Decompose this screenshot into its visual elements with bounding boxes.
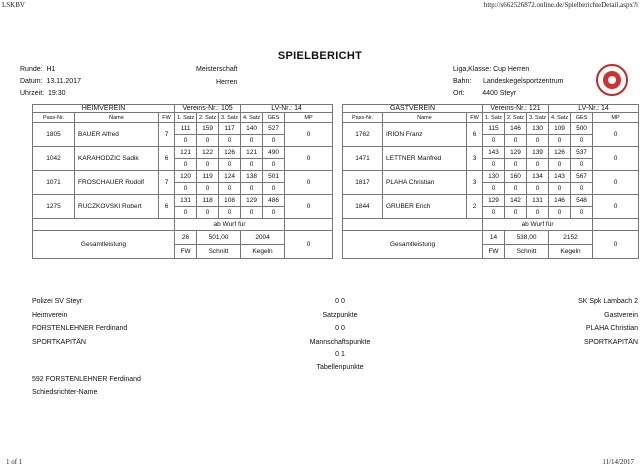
- player-satz-1-b: 0: [175, 183, 197, 195]
- player-satz-3: 117: [219, 123, 241, 135]
- player-satz-3: 126: [219, 147, 241, 159]
- player-name: RUCZKOVSKI Robert: [75, 195, 159, 219]
- player-satz-3-b: 0: [219, 159, 241, 171]
- home-total-mp: 0: [285, 231, 333, 259]
- player-satz-4-b: 0: [241, 159, 263, 171]
- player-satz-2-b: 0: [505, 183, 527, 195]
- guest-title: GASTVEREIN: [343, 105, 483, 113]
- player-row: [343, 171, 639, 183]
- player-satz-1-b: 0: [175, 135, 197, 147]
- col-ges: GES: [571, 113, 593, 123]
- player-satz-4: 146: [549, 195, 571, 207]
- player-ges: 527: [263, 123, 285, 135]
- home-title: HEIMVEREIN: [33, 105, 175, 113]
- player-row: [33, 123, 333, 135]
- player-fw: 3: [467, 171, 483, 195]
- player-name: FROSCHAUER Rudolf: [75, 171, 159, 195]
- col-s1: 1. Satz: [175, 113, 197, 123]
- player-fw: 7: [159, 171, 175, 195]
- player-satz-1: 131: [175, 195, 197, 207]
- player-satz-3-b: 0: [219, 207, 241, 219]
- player-satz-4: 138: [241, 171, 263, 183]
- player-satz-1-b: 0: [175, 207, 197, 219]
- player-satz-1-b: 0: [483, 135, 505, 147]
- col-s3: 3. Satz: [527, 113, 549, 123]
- player-pass-nr: 1042: [33, 147, 75, 171]
- home-gesamt-label: Gesamtleistung: [33, 231, 175, 259]
- player-satz-1: 111: [175, 123, 197, 135]
- guest-captain-role: SPORTKAPITÄN: [584, 339, 638, 346]
- home-lbl-kegeln: Kegeln: [241, 245, 285, 259]
- player-ges-b: 0: [571, 159, 593, 171]
- player-mp: 0: [593, 171, 639, 195]
- runde-field: Runde: H1: [20, 66, 56, 73]
- col-fw: FW: [159, 113, 175, 123]
- print-footer-page: 1 of 1: [6, 458, 23, 466]
- player-fw: 2: [467, 195, 483, 219]
- player-satz-3: 131: [527, 195, 549, 207]
- player-satz-4: 109: [549, 123, 571, 135]
- referee-name: 592 FORSTENLEHNER Ferdinand: [32, 376, 141, 383]
- player-ges-b: 0: [263, 135, 285, 147]
- player-ges-b: 0: [263, 183, 285, 195]
- player-ges-b: 0: [571, 135, 593, 147]
- home-total-fw: 26: [175, 231, 197, 245]
- satz-score: 0 0: [335, 298, 345, 305]
- col-mp: MP: [593, 113, 639, 123]
- col-s4: 4. Satz: [241, 113, 263, 123]
- player-fw: 6: [467, 123, 483, 147]
- player-satz-1: 121: [175, 147, 197, 159]
- home-captain: FORSTENLEHNER Ferdinand: [32, 325, 128, 332]
- referee-label: Schiedsrichter-Name: [32, 389, 98, 396]
- player-mp: 0: [285, 147, 333, 171]
- player-pass-nr: 1275: [33, 195, 75, 219]
- player-satz-3: 124: [219, 171, 241, 183]
- liga-field: Liga,Klasse: Cup Herren: [453, 66, 530, 73]
- player-satz-4: 121: [241, 147, 263, 159]
- mannschaft-score: 0 0: [335, 325, 345, 332]
- col-mp: MP: [285, 113, 333, 123]
- player-satz-1: 115: [483, 123, 505, 135]
- player-fw: 7: [159, 123, 175, 147]
- player-row: [33, 195, 333, 207]
- col-fw: FW: [467, 113, 483, 123]
- print-header-url: http://s662526872.online.de/SpielberichteDetail.aspx?i: [483, 1, 638, 9]
- player-pass-nr: 1762: [343, 123, 383, 147]
- player-fw: 6: [159, 147, 175, 171]
- player-name: IRION Franz: [383, 123, 467, 147]
- player-mp: 0: [285, 123, 333, 147]
- player-satz-2-b: 0: [505, 159, 527, 171]
- home-total-kegeln: 2004: [241, 231, 285, 245]
- player-pass-nr: 1844: [343, 195, 383, 219]
- player-name: GRUBER Erich: [383, 195, 467, 219]
- player-ges-b: 0: [263, 159, 285, 171]
- player-satz-2-b: 0: [197, 135, 219, 147]
- guest-captain: PLAHA Christian: [585, 325, 638, 332]
- player-satz-2: 118: [197, 195, 219, 207]
- col-name: Name: [75, 113, 159, 123]
- player-satz-4: 126: [549, 147, 571, 159]
- player-satz-2: 146: [505, 123, 527, 135]
- print-footer-date: 11/14/2017: [602, 458, 634, 466]
- guest-total-fw: 14: [483, 231, 505, 245]
- player-ges: 537: [571, 147, 593, 159]
- player-ges: 567: [571, 171, 593, 183]
- player-mp: 0: [593, 123, 639, 147]
- player-pass-nr: 1071: [33, 171, 75, 195]
- uhrzeit-field: Uhrzeit: 19:30: [20, 90, 66, 97]
- player-satz-3: 139: [527, 147, 549, 159]
- player-row: [343, 147, 639, 159]
- guest-total-mp: 0: [593, 231, 639, 259]
- player-row: [343, 123, 639, 135]
- player-satz-2-b: 0: [197, 207, 219, 219]
- player-row: [33, 171, 333, 183]
- player-mp: 0: [593, 195, 639, 219]
- home-lbl-schnitt: Schnitt: [197, 245, 241, 259]
- home-lv-nr: LV-Nr.: 14: [241, 105, 333, 113]
- player-satz-4: 129: [241, 195, 263, 207]
- guest-total-schnitt: 538,00: [505, 231, 549, 245]
- player-name: PLAHA Christian: [383, 171, 467, 195]
- player-ges: 548: [571, 195, 593, 207]
- home-total-schnitt: 501,00: [197, 231, 241, 245]
- bahn-field: Bahn: Landeskegelsportzentrum: [453, 78, 564, 85]
- col-s4: 4. Satz: [549, 113, 571, 123]
- player-fw: 3: [467, 147, 483, 171]
- col-ges: GES: [263, 113, 285, 123]
- col-pass: Pass-Nr.: [33, 113, 75, 123]
- mannschaft-label: Mannschaftspunkte: [309, 339, 371, 346]
- player-ges-b: 0: [263, 207, 285, 219]
- player-satz-1-b: 0: [483, 183, 505, 195]
- print-header-left: LSKBV: [2, 1, 25, 9]
- ort-field: Ort: 4400 Steyr: [453, 90, 517, 97]
- player-name: KARAHODZIC Sadik: [75, 147, 159, 171]
- player-satz-1: 129: [483, 195, 505, 207]
- player-name: LETTNER Manfred: [383, 147, 467, 171]
- player-satz-4-b: 0: [241, 135, 263, 147]
- player-satz-4-b: 0: [549, 159, 571, 171]
- player-mp: 0: [285, 171, 333, 195]
- guest-gesamt-label: Gesamtleistung: [343, 231, 483, 259]
- home-role: Heimverein: [32, 312, 68, 319]
- player-satz-3: 130: [527, 123, 549, 135]
- home-vereins-nr: Vereins-Nr.: 105: [175, 105, 241, 113]
- player-satz-3: 134: [527, 171, 549, 183]
- player-satz-2: 142: [505, 195, 527, 207]
- player-mp: 0: [593, 147, 639, 171]
- page-title: SPIELBERICHT: [277, 50, 363, 62]
- player-satz-3-b: 0: [527, 207, 549, 219]
- home-ab-wurf: ab Wurf für: [175, 219, 285, 231]
- player-satz-4-b: 0: [241, 207, 263, 219]
- player-satz-3-b: 0: [219, 183, 241, 195]
- guest-lbl-schnitt: Schnitt: [505, 245, 549, 259]
- col-s2: 2. Satz: [505, 113, 527, 123]
- player-ges: 501: [263, 171, 285, 183]
- player-satz-1-b: 0: [483, 159, 505, 171]
- player-ges-b: 0: [571, 207, 593, 219]
- guest-vereins-nr: Vereins-Nr.: 121: [483, 105, 549, 113]
- player-ges-b: 0: [571, 183, 593, 195]
- col-s1: 1. Satz: [483, 113, 505, 123]
- player-ges: 500: [571, 123, 593, 135]
- col-s2: 2. Satz: [197, 113, 219, 123]
- player-satz-2: 119: [197, 171, 219, 183]
- player-satz-2-b: 0: [505, 135, 527, 147]
- player-satz-2: 160: [505, 171, 527, 183]
- player-satz-1: 130: [483, 171, 505, 183]
- player-satz-2: 129: [505, 147, 527, 159]
- guest-club-name: SK Spk Lambach 2: [578, 298, 638, 305]
- player-name: BAUER Alfred: [75, 123, 159, 147]
- col-pass: Pass-Nr.: [343, 113, 383, 123]
- player-satz-3-b: 0: [527, 183, 549, 195]
- player-mp: 0: [285, 195, 333, 219]
- col-s3: 3. Satz: [219, 113, 241, 123]
- guest-team-table: [342, 104, 639, 259]
- guest-role: Gastverein: [604, 312, 638, 319]
- player-satz-2: 122: [197, 147, 219, 159]
- player-ges: 490: [263, 147, 285, 159]
- player-satz-4-b: 0: [241, 183, 263, 195]
- tabelle-score: 0 1: [335, 351, 345, 358]
- home-team-table: [32, 104, 333, 259]
- player-satz-3-b: 0: [527, 135, 549, 147]
- player-satz-1-b: 0: [483, 207, 505, 219]
- player-satz-3-b: 0: [219, 135, 241, 147]
- home-captain-role: SPORTKAPITÄN: [32, 339, 86, 346]
- player-satz-4-b: 0: [549, 183, 571, 195]
- guest-ab-wurf: ab Wurf für: [483, 219, 593, 231]
- col-name: Name: [383, 113, 467, 123]
- player-satz-4-b: 0: [549, 135, 571, 147]
- tabelle-label: Tabellenpunkte: [316, 364, 364, 371]
- player-satz-2-b: 0: [197, 183, 219, 195]
- player-pass-nr: 1817: [343, 171, 383, 195]
- guest-total-kegeln: 2152: [549, 231, 593, 245]
- player-satz-1: 120: [175, 171, 197, 183]
- player-satz-4-b: 0: [549, 207, 571, 219]
- guest-lbl-fw: FW: [483, 245, 505, 259]
- player-pass-nr: 1471: [343, 147, 383, 171]
- club-logo-icon: [596, 64, 628, 96]
- bewerb-field: Meisterschaft: [196, 66, 238, 73]
- player-row: [33, 147, 333, 159]
- player-satz-3-b: 0: [527, 159, 549, 171]
- player-satz-2-b: 0: [197, 159, 219, 171]
- player-satz-3: 108: [219, 195, 241, 207]
- player-satz-2-b: 0: [505, 207, 527, 219]
- guest-lbl-kegeln: Kegeln: [549, 245, 593, 259]
- satz-label: Satzpunkte: [322, 312, 358, 319]
- player-pass-nr: 1805: [33, 123, 75, 147]
- player-satz-4: 140: [241, 123, 263, 135]
- player-satz-1: 143: [483, 147, 505, 159]
- player-ges: 486: [263, 195, 285, 207]
- kategorie-field: Herren: [216, 79, 238, 86]
- player-fw: 6: [159, 195, 175, 219]
- player-satz-4: 143: [549, 171, 571, 183]
- datum-field: Datum: 13.11.2017: [20, 78, 81, 85]
- home-lbl-fw: FW: [175, 245, 197, 259]
- player-satz-1-b: 0: [175, 159, 197, 171]
- player-row: [343, 195, 639, 207]
- home-club-name: Polizei SV Steyr: [32, 298, 83, 305]
- guest-lv-nr: LV-Nr.: 14: [549, 105, 639, 113]
- player-satz-2: 159: [197, 123, 219, 135]
